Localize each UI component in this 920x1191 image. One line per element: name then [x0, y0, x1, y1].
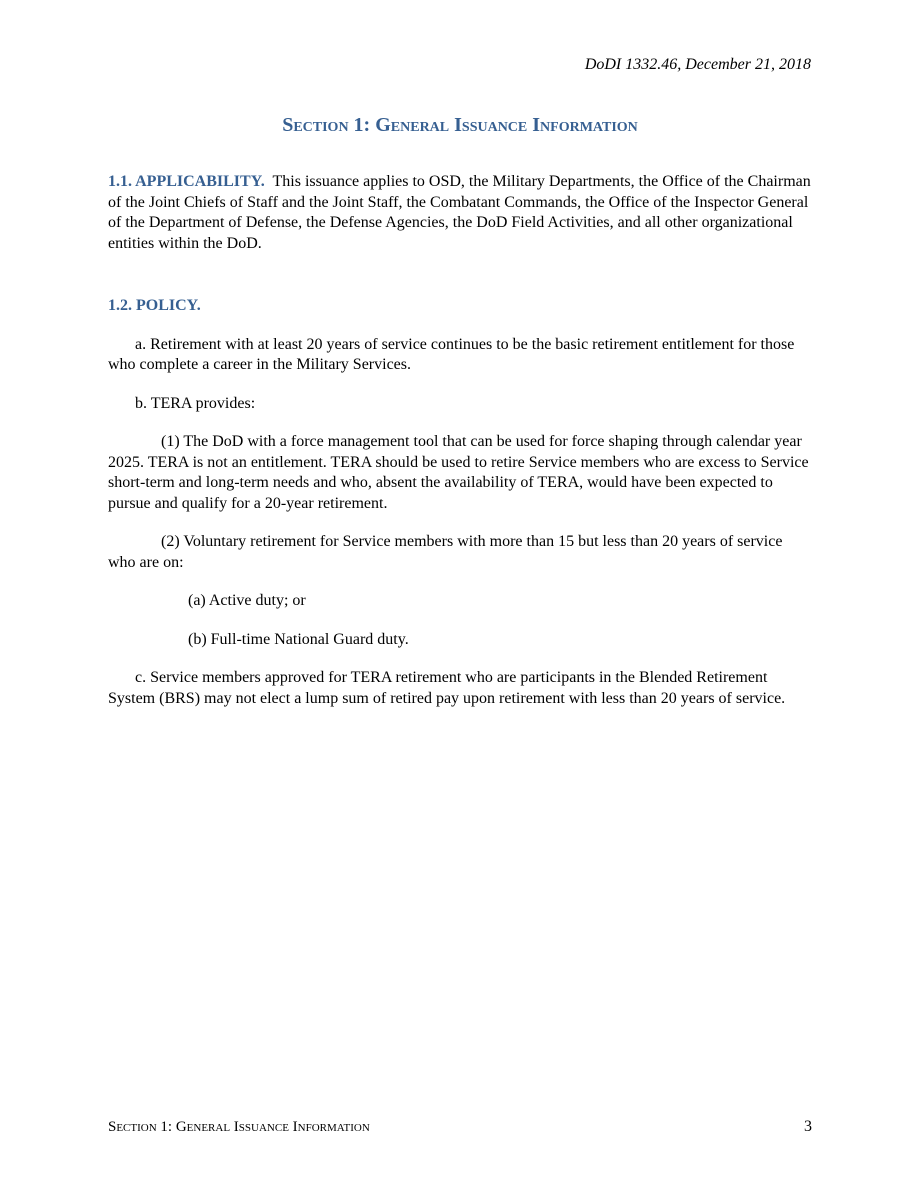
policy-item-b2b: (b) Full-time National Guard duty. [188, 630, 409, 648]
page-number: 3 [804, 1118, 812, 1135]
applicability-paragraph [108, 172, 812, 254]
footer-section-title: Section 1: General Issuance Information [108, 1119, 370, 1135]
policy-heading-text: 1.2. POLICY. [108, 297, 201, 314]
document-body [108, 172, 812, 709]
running-header: DoDI 1332.46, December 21, 2018 [584, 56, 811, 73]
policy-item-c: c. Service members approved for TERA retirement who are participants in the Blended Retirement System (BRS) may not elect a lump sum of retired pay upon retirement with less than 20 years of service. [108, 669, 786, 707]
policy-item-b2: (2) Voluntary retirement for Service members with more than 15 but less than 20 years of service who are on: [108, 533, 783, 571]
policy-heading [108, 296, 812, 317]
applicability-heading: 1.1. APPLICABILITY. [108, 173, 265, 190]
running-footer [108, 1118, 812, 1137]
policy-item-a: a. Retirement with at least 20 years of service continues to be the basic retirement entitlement for those who complete a career in the Military Services. [108, 335, 795, 373]
section-title: Section 1: General Issuance Information [282, 114, 638, 136]
policy-item-b: b. TERA provides: [135, 394, 256, 412]
policy-item-b2a: (a) Active duty; or [188, 592, 306, 609]
applicability-text: This issuance applies to OSD, the Military Departments, the Office of the Chairman of the Joint Chiefs of Staff and the Joint Staff, the Combatant Commands, the Office of the Inspector General of the Department of Defense, the Defense Agencies, the DoD Field Activities, and all other organizational entities within the DoD. [108, 173, 811, 252]
policy-item-b1: (1) The DoD with a force management tool that can be used for force shaping through calendar year 2025. TERA is not an entitlement. TERA should be used to retire Service members who are excess to Service short-term and long-term needs and who, absent the availability of TERA, would have been expected to pursue and qualify for a 20-year retirement. [108, 433, 809, 512]
